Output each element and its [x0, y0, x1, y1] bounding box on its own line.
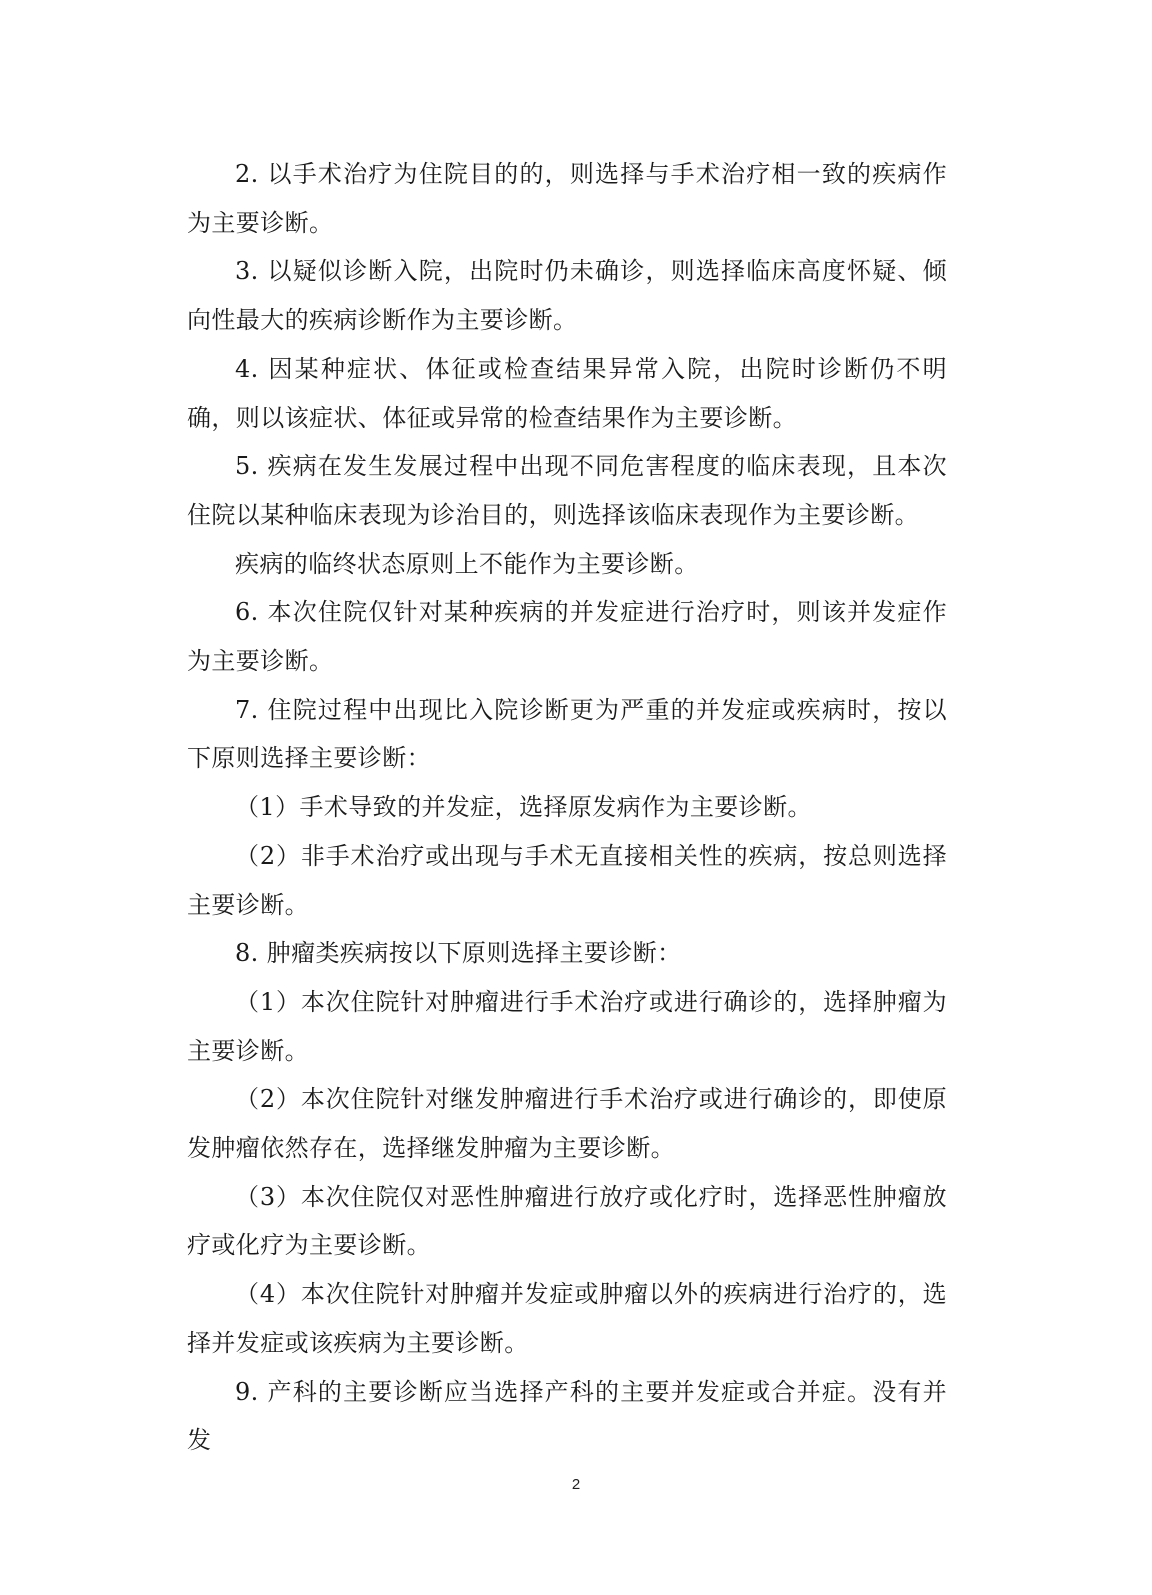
- paragraph-rule-5: 5. 疾病在发生发展过程中出现不同危害程度的临床表现，且本次住院以某种临床表现为诊治目的，则选择该临床表现作为主要诊断。: [187, 452, 947, 529]
- paragraph-rule-8: 8. 肿瘤类疾病按以下原则选择主要诊断：: [235, 939, 682, 968]
- paragraph-rule-8-item-1: （1）本次住院针对肿瘤进行手术治疗或进行确诊的，选择肿瘤为主要诊断。: [187, 987, 947, 1065]
- paragraph-rule-7-item-1: （1）手术导致的并发症，选择原发病作为主要诊断。: [235, 793, 812, 822]
- document-body: [187, 150, 947, 1465]
- page-number: 2: [571, 1476, 581, 1493]
- paragraph-rule-7-item-2: （2）非手术治疗或出现与手术无直接相关性的疾病，按总则选择主要诊断。: [187, 841, 947, 919]
- paragraph-rule-4: 4. 因某种症状、体征或检查结果异常入院，出院时诊断仍不明确，则以该症状、体征或异常的检查结果作为主要诊断。: [187, 354, 947, 432]
- paragraph-rule-8-item-2: （2）本次住院针对继发肿瘤进行手术治疗或进行确诊的，即使原发肿瘤依然存在，选择继发肿瘤为主要诊断。: [187, 1085, 947, 1163]
- paragraph-rule-6: 6. 本次住院仅针对某种疾病的并发症进行治疗时，则该并发症作为主要诊断。: [187, 598, 947, 676]
- paragraph-rule-8-item-4: （4）本次住院针对肿瘤并发症或肿瘤以外的疾病进行治疗的，选择并发症或该疾病为主要诊断。: [187, 1280, 947, 1357]
- paragraph-rule-7: 7. 住院过程中出现比入院诊断更为严重的并发症或疾病时，按以下原则选择主要诊断：: [187, 695, 947, 773]
- paragraph-rule-8-item-3: （3）本次住院仅对恶性肿瘤进行放疗或化疗时，选择恶性肿瘤放疗或化疗为主要诊断。: [187, 1182, 947, 1260]
- paragraph-rule-2: 2. 以手术治疗为住院目的的，则选择与手术治疗相一致的疾病作为主要诊断。: [187, 160, 947, 237]
- paragraph-rule-5-note: 疾病的临终状态原则上不能作为主要诊断。: [235, 549, 699, 578]
- paragraph-rule-9: 9. 产科的主要诊断应当选择产科的主要并发症或合并症。没有并发: [187, 1377, 947, 1455]
- paragraph-rule-3: 3. 以疑似诊断入院，出院时仍未确诊，则选择临床高度怀疑、倾向性最大的疾病诊断作为主要诊断。: [187, 257, 947, 335]
